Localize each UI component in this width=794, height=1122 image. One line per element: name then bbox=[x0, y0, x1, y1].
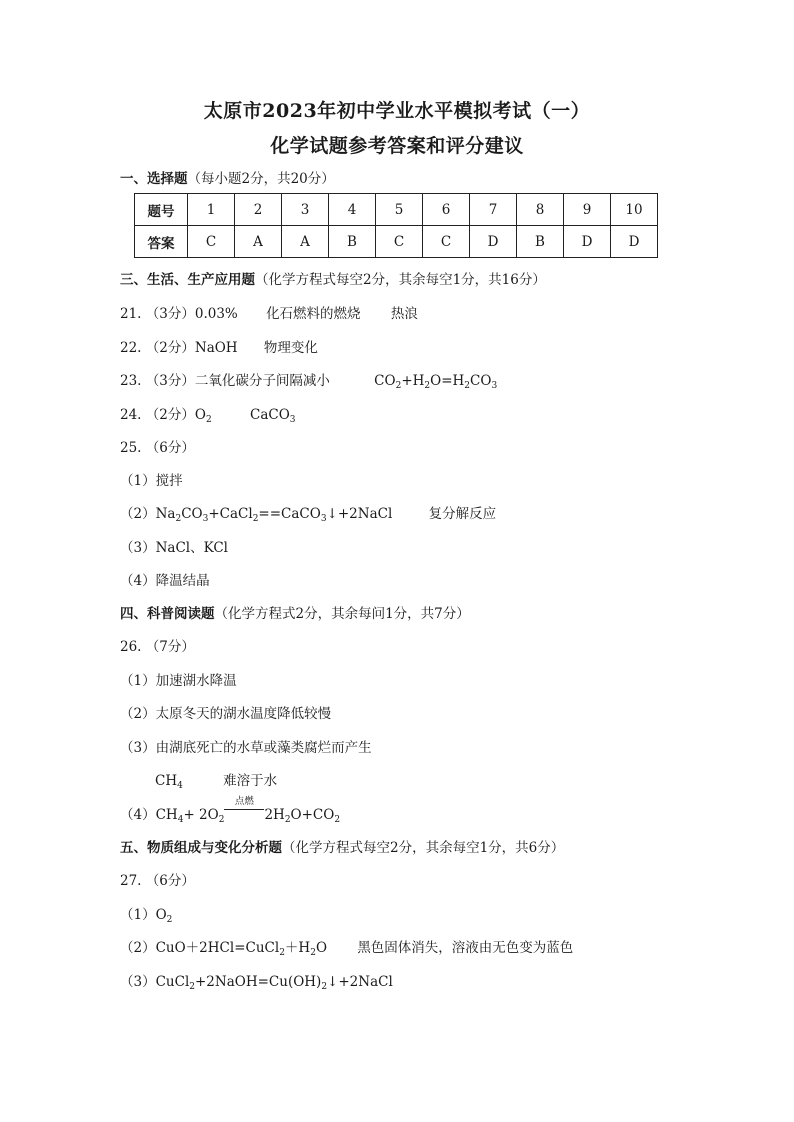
q21-answer-2: 化石燃料的燃烧 bbox=[266, 306, 361, 322]
section5-heading: 五、物质组成与变化分析题 bbox=[120, 840, 282, 856]
q21-answer-1: 0.03% bbox=[194, 306, 238, 322]
section5-note: （化学方程式每空2分，其余每空1分，共6分） bbox=[282, 840, 565, 856]
table-cell: D bbox=[470, 226, 517, 258]
q22-answer-1: NaOH bbox=[194, 340, 238, 356]
q21-number: 21. bbox=[120, 306, 142, 322]
table-cell: 5 bbox=[376, 194, 423, 226]
q27-part3: $(3)CuCl_2+2NaOH=Cu(OH)_2↓+2NaCl$ bbox=[120, 974, 393, 992]
section4-note: （化学方程式2分，其余每问1分，共7分） bbox=[214, 606, 470, 622]
q27-equation-2: $CuO+2HCl=CuCl_2+H_2O$ bbox=[155, 940, 328, 958]
table-cell: C bbox=[423, 226, 470, 258]
section3-heading-line bbox=[120, 271, 546, 289]
q25-part2: $(2)Na_2CO_3+CaCl_2==CaCO_3↓+2NaCl$ 复分解反应 bbox=[120, 506, 497, 524]
table-row-numbers bbox=[135, 194, 658, 226]
q23-equation: $CO_2+H_2O=H_2CO_3$ bbox=[374, 373, 498, 391]
q21-line bbox=[120, 305, 418, 323]
q22-number: 22. bbox=[120, 340, 142, 356]
section4-heading: 四、科普阅读题 bbox=[120, 606, 215, 622]
section1-note: （每小题2分，共20分） bbox=[187, 171, 335, 187]
section1-heading: 一、选择题 bbox=[120, 171, 188, 187]
section3-note: （化学方程式每空2分，其余每空1分，共16分） bbox=[255, 272, 546, 288]
q26-part4: $(4)CH_4+ 2O_2$ 点燃 $2H_2O+CO_2$ bbox=[120, 796, 341, 825]
q24-answer-1: $O_2$ bbox=[194, 407, 212, 425]
q26-number: 26. bbox=[120, 639, 142, 655]
q25-line bbox=[120, 439, 195, 457]
page-title: 太原市2023年初中学业水平模拟考试（一） bbox=[203, 100, 591, 122]
table-cell: C bbox=[376, 226, 423, 258]
q27-line bbox=[120, 872, 195, 890]
table-cell: 2 bbox=[235, 194, 282, 226]
q26-line bbox=[120, 638, 195, 656]
q25-part1: （1）搅拌 bbox=[120, 473, 183, 489]
table-cell: 8 bbox=[517, 194, 564, 226]
table-cell: 1 bbox=[188, 194, 235, 226]
table-cell: A bbox=[282, 226, 329, 258]
page-subtitle: 化学试题参考答案和评分建议 bbox=[270, 135, 524, 157]
q23-line bbox=[120, 372, 497, 390]
q27-equation-3: $CuCl_2+2NaOH=Cu(OH)_2↓+2NaCl$ bbox=[155, 974, 393, 992]
q26-part3-answers: $CH_4$ 难溶于水 bbox=[155, 773, 278, 791]
q25-part3: （3）NaCl、KCl bbox=[120, 540, 228, 556]
q24-number: 24. bbox=[120, 407, 142, 423]
q21-answer-3: 热浪 bbox=[390, 306, 418, 322]
section4-heading-line bbox=[120, 605, 470, 623]
q26-part1: （1）加速湖水降温 bbox=[120, 673, 237, 689]
table-cell: 7 bbox=[470, 194, 517, 226]
q22-score: （2分） bbox=[145, 340, 195, 356]
q25-part4: （4）降温结晶 bbox=[120, 573, 210, 589]
q25-score: （6分） bbox=[145, 440, 195, 456]
table-cell: 9 bbox=[564, 194, 611, 226]
q24-score: （2分） bbox=[145, 407, 195, 423]
answer-table bbox=[134, 193, 658, 258]
q22-line bbox=[120, 339, 318, 357]
table-cell: 6 bbox=[423, 194, 470, 226]
table-cell: B bbox=[517, 226, 564, 258]
table-row-answers bbox=[135, 226, 658, 258]
q24-answer-2: CaCO$_3$ bbox=[249, 407, 296, 425]
q27-score: （6分） bbox=[145, 873, 195, 889]
table-cell: 10 bbox=[611, 194, 658, 226]
q23-number: 23. bbox=[120, 373, 142, 389]
table-cell: A bbox=[235, 226, 282, 258]
q23-score: （3分） bbox=[145, 373, 195, 389]
section3-heading: 三、生活、生产应用题 bbox=[120, 272, 255, 288]
table-cell: D bbox=[611, 226, 658, 258]
q27-part2: $(2)CuO+2HCl=CuCl_2+H_2O$ 黑色固体消失，溶液由无色变为蓝色 bbox=[120, 940, 574, 958]
methane-formula: $CH_4$ bbox=[155, 773, 183, 791]
q26-score: （7分） bbox=[145, 639, 195, 655]
q23-answer-1: 二氧化碳分子间隔减小 bbox=[194, 373, 330, 389]
row-label-number: 题号 bbox=[135, 194, 188, 226]
reaction-condition: 点燃 bbox=[224, 806, 264, 824]
oxygen-formula: $O_2$ bbox=[155, 907, 173, 925]
q22-answer-2: 物理变化 bbox=[263, 340, 318, 356]
row-label-answer: 答案 bbox=[135, 226, 188, 258]
q25-equation: $Na_2CO_3+CaCl_2==CaCO_3↓+2NaCl$ bbox=[155, 506, 393, 524]
table-cell: B bbox=[329, 226, 376, 258]
q24-line bbox=[120, 406, 296, 424]
section5-heading-line bbox=[120, 839, 564, 857]
table-cell: D bbox=[564, 226, 611, 258]
q26-part3: （3）由湖底死亡的水草或藻类腐烂而产生 bbox=[120, 740, 372, 756]
q27-part1: $(1)O_2$ bbox=[120, 907, 173, 925]
combustion-equation: $CH_4+ 2O_2$ 点燃 $2H_2O+CO_2$ bbox=[155, 796, 341, 825]
table-cell: 4 bbox=[329, 194, 376, 226]
q27-number: 27. bbox=[120, 873, 142, 889]
table-cell: 3 bbox=[282, 194, 329, 226]
section1-heading-line bbox=[120, 170, 335, 188]
q26-part2: （2）太原冬天的湖水温度降低较慢 bbox=[120, 706, 332, 722]
q21-score: （3分） bbox=[145, 306, 195, 322]
q25-number: 25. bbox=[120, 440, 142, 456]
table-cell: C bbox=[188, 226, 235, 258]
